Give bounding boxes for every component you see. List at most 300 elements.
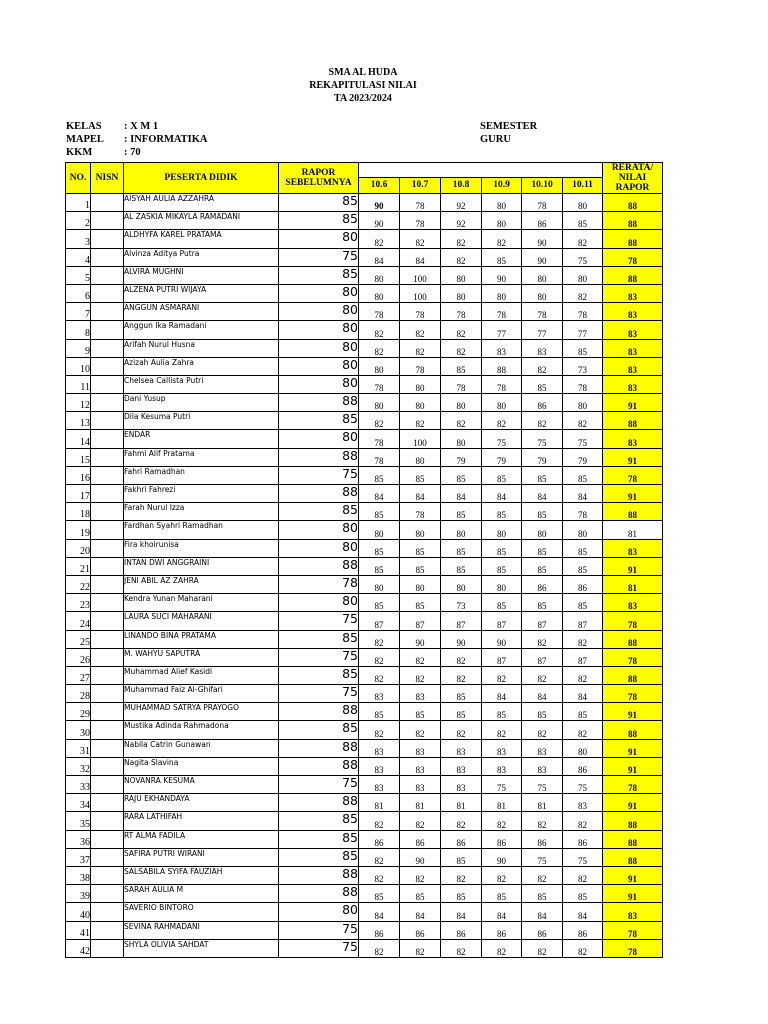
grade-cell: 80: [359, 394, 400, 412]
grade-cell: 84: [563, 685, 603, 703]
row-nisn: [91, 339, 124, 357]
meta-guru: GURU: [480, 134, 511, 145]
grade-cell: 85: [522, 539, 563, 557]
grade-cell: 85: [482, 503, 522, 521]
student-name: INTAN DWI ANGGRAINI: [124, 557, 279, 575]
table-row: [66, 757, 663, 775]
average-score: 83: [603, 284, 663, 302]
grade-cell: 90: [441, 630, 482, 648]
row-nisn: [91, 412, 124, 430]
student-name: MUHAMMAD SATRYA PRAYOGO: [124, 703, 279, 721]
row-nisn: [91, 430, 124, 448]
row-nisn: [91, 521, 124, 539]
grade-cell: 80: [563, 266, 603, 284]
grade-cell: 79: [482, 448, 522, 466]
row-nisn: [91, 503, 124, 521]
grade-cell: 82: [522, 630, 563, 648]
grade-cell: 85: [400, 557, 441, 575]
table-row: [66, 685, 663, 703]
student-name: Chelsea Callista Putri: [124, 375, 279, 393]
row-number: 13: [66, 412, 91, 430]
grade-cell: 79: [563, 448, 603, 466]
grade-cell: 78: [400, 212, 441, 230]
meta-kelas: KELAS : X M 1: [66, 121, 159, 132]
previous-report-score: 85: [279, 503, 359, 521]
grade-cell: 86: [522, 830, 563, 848]
grade-cell: 78: [482, 375, 522, 393]
row-nisn: [91, 394, 124, 412]
row-number: 17: [66, 485, 91, 503]
table-row: [66, 848, 663, 866]
grade-cell: 82: [400, 666, 441, 684]
grade-cell: 87: [482, 612, 522, 630]
grade-cell: 75: [563, 848, 603, 866]
grade-cell: 80: [563, 521, 603, 539]
grade-cell: 78: [400, 303, 441, 321]
student-name: Nabila Catrin Gunawan: [124, 739, 279, 757]
table-row: [66, 448, 663, 466]
previous-report-score: 80: [279, 230, 359, 248]
grade-cell: 83: [522, 757, 563, 775]
grade-cell: 85: [482, 539, 522, 557]
row-number: 5: [66, 266, 91, 284]
grade-cell: 80: [400, 394, 441, 412]
grade-cell: 80: [563, 739, 603, 757]
school-name: SMA AL HUDA: [328, 67, 398, 78]
grade-cell: 82: [400, 230, 441, 248]
student-name: M. WAHYU SAPUTRA: [124, 648, 279, 666]
grade-cell: 85: [563, 212, 603, 230]
previous-report-score: 78: [279, 575, 359, 593]
average-score: 83: [603, 594, 663, 612]
col-header-grade: 10.6: [359, 177, 400, 193]
grade-cell: 84: [482, 903, 522, 921]
grade-cell: 85: [400, 594, 441, 612]
table-row: [66, 939, 663, 957]
row-number: 33: [66, 776, 91, 794]
col-header-grade: 10.8: [441, 177, 482, 193]
table-row: [66, 776, 663, 794]
grade-cell: 84: [441, 903, 482, 921]
grade-cell: 87: [522, 648, 563, 666]
grade-cell: 85: [522, 503, 563, 521]
grade-cell: 85: [482, 248, 522, 266]
academic-year: TA 2023/2024: [334, 93, 392, 104]
grade-cell: 78: [563, 503, 603, 521]
average-score: 88: [603, 830, 663, 848]
grade-cell: 77: [563, 321, 603, 339]
row-number: 30: [66, 721, 91, 739]
average-score: 78: [603, 685, 663, 703]
row-number: 41: [66, 921, 91, 939]
grade-cell: 86: [441, 830, 482, 848]
grade-cell: 82: [563, 939, 603, 957]
table-row: [66, 375, 663, 393]
row-nisn: [91, 612, 124, 630]
grade-cell: 75: [522, 848, 563, 866]
student-name: AISYAH AULIA AZZAHRA: [124, 194, 279, 212]
grade-cell: 86: [482, 830, 522, 848]
row-nisn: [91, 448, 124, 466]
student-name: SEVINA RAHMADANI: [124, 921, 279, 939]
grade-cell: 90: [359, 212, 400, 230]
table-row: [66, 284, 663, 302]
row-number: 18: [66, 503, 91, 521]
grade-cell: 80: [563, 194, 603, 212]
grade-cell: 90: [482, 266, 522, 284]
row-number: 31: [66, 739, 91, 757]
average-score: 78: [603, 648, 663, 666]
grade-cell: 82: [400, 866, 441, 884]
grade-cell: 90: [482, 848, 522, 866]
previous-report-score: 85: [279, 812, 359, 830]
grade-cell: 85: [359, 557, 400, 575]
student-name: SARAH AULIA M: [124, 885, 279, 903]
grade-cell: 82: [563, 866, 603, 884]
row-number: 38: [66, 866, 91, 884]
grade-cell: 78: [522, 194, 563, 212]
grade-cell: 85: [359, 539, 400, 557]
grade-cell: 82: [563, 230, 603, 248]
grade-cell: 83: [482, 739, 522, 757]
grade-cell: 82: [400, 412, 441, 430]
grade-cell: 82: [563, 412, 603, 430]
student-name: Dila Kesuma Putri: [124, 412, 279, 430]
grade-cell: 80: [359, 284, 400, 302]
previous-report-score: 80: [279, 284, 359, 302]
grade-cell: 78: [400, 194, 441, 212]
table-row: [66, 666, 663, 684]
previous-report-score: 80: [279, 430, 359, 448]
grade-cell: 80: [482, 575, 522, 593]
row-number: 26: [66, 648, 91, 666]
row-number: 16: [66, 466, 91, 484]
table-row: [66, 394, 663, 412]
row-number: 20: [66, 539, 91, 557]
student-name: Kendra Yunan Maharani: [124, 594, 279, 612]
grade-cell: 85: [563, 539, 603, 557]
grade-cell: 79: [441, 448, 482, 466]
previous-report-score: 75: [279, 466, 359, 484]
student-name: SAFIRA PUTRI WIRANI: [124, 848, 279, 866]
row-number: 14: [66, 430, 91, 448]
row-number: 25: [66, 630, 91, 648]
grade-cell: 85: [400, 539, 441, 557]
grade-cell: 90: [522, 248, 563, 266]
student-name: ALZENA PUTRI WIJAYA: [124, 284, 279, 302]
grade-cell: 82: [359, 648, 400, 666]
row-nisn: [91, 630, 124, 648]
grade-cell: 85: [522, 703, 563, 721]
grade-cell: 82: [563, 812, 603, 830]
meta-kkm: KKM : 70: [66, 147, 141, 158]
grade-cell: 82: [522, 721, 563, 739]
grade-cell: 82: [482, 230, 522, 248]
grade-cell: 80: [522, 521, 563, 539]
grade-cell: 88: [482, 357, 522, 375]
row-nisn: [91, 648, 124, 666]
grade-cell: 78: [441, 303, 482, 321]
table-row: [66, 630, 663, 648]
row-nisn: [91, 303, 124, 321]
previous-report-score: 88: [279, 448, 359, 466]
grade-cell: 85: [441, 703, 482, 721]
grade-cell: 83: [400, 739, 441, 757]
student-name: Fakhri Fahrezi: [124, 485, 279, 503]
grade-cell: 86: [563, 575, 603, 593]
grade-cell: 78: [522, 303, 563, 321]
grade-cell: 86: [563, 921, 603, 939]
grade-cell: 82: [359, 866, 400, 884]
grade-cell: 80: [441, 575, 482, 593]
grade-cell: 83: [482, 757, 522, 775]
grade-cell: 85: [482, 703, 522, 721]
grade-cell: 85: [441, 357, 482, 375]
grade-cell: 85: [441, 848, 482, 866]
grade-cell: 82: [482, 812, 522, 830]
student-name: Fahri Ramadhan: [124, 466, 279, 484]
previous-report-score: 80: [279, 357, 359, 375]
average-score: 88: [603, 412, 663, 430]
average-score: 78: [603, 776, 663, 794]
grade-cell: 85: [441, 885, 482, 903]
row-nisn: [91, 848, 124, 866]
previous-report-score: 80: [279, 594, 359, 612]
average-score: 81: [603, 521, 663, 539]
row-nisn: [91, 557, 124, 575]
row-number: 27: [66, 666, 91, 684]
grade-cell: 81: [400, 794, 441, 812]
grade-cell: 82: [441, 721, 482, 739]
row-number: 23: [66, 594, 91, 612]
previous-report-score: 75: [279, 248, 359, 266]
grade-cell: 92: [441, 194, 482, 212]
average-score: 91: [603, 794, 663, 812]
grade-cell: 80: [482, 194, 522, 212]
grade-cell: 78: [400, 357, 441, 375]
previous-report-score: 75: [279, 921, 359, 939]
grade-cell: 86: [400, 830, 441, 848]
grade-cell: 85: [359, 703, 400, 721]
student-name: Farah Nurul Izza: [124, 503, 279, 521]
grade-cell: 82: [522, 666, 563, 684]
grade-cell: 82: [441, 321, 482, 339]
student-name: ALVIRA MUGHNI: [124, 266, 279, 284]
grade-cell: 85: [400, 466, 441, 484]
row-number: 40: [66, 903, 91, 921]
table-row: [66, 303, 663, 321]
grade-cell: 90: [482, 630, 522, 648]
table-row: [66, 866, 663, 884]
grade-cell: 80: [441, 521, 482, 539]
student-name: NOVANRA KESUMA: [124, 776, 279, 794]
row-nisn: [91, 721, 124, 739]
student-name: Muhammad Faiz Al-Ghifari: [124, 685, 279, 703]
student-name: Mustika Adinda Rahmadona: [124, 721, 279, 739]
previous-report-score: 80: [279, 375, 359, 393]
average-score: 91: [603, 485, 663, 503]
grade-cell: 84: [482, 485, 522, 503]
grade-cell: 84: [359, 248, 400, 266]
average-score: 83: [603, 303, 663, 321]
grade-cell: 90: [400, 848, 441, 866]
grade-cell: 86: [359, 921, 400, 939]
table-row: [66, 266, 663, 284]
grade-cell: 80: [400, 375, 441, 393]
grade-cell: 100: [400, 266, 441, 284]
previous-report-score: 80: [279, 303, 359, 321]
grade-cell: 73: [441, 594, 482, 612]
previous-report-score: 80: [279, 321, 359, 339]
grade-cell: 87: [563, 648, 603, 666]
grade-cell: 86: [359, 830, 400, 848]
grade-cell: 87: [441, 612, 482, 630]
student-name: AL ZASKIA MIKAYLA RAMADANI: [124, 212, 279, 230]
grade-cell: 87: [563, 612, 603, 630]
grade-cell: 82: [522, 939, 563, 957]
grade-cell: 82: [359, 339, 400, 357]
student-name: ALDHYFA KAREL PRATAMA: [124, 230, 279, 248]
grade-cell: 82: [441, 339, 482, 357]
previous-report-score: 88: [279, 885, 359, 903]
grade-cell: 82: [359, 939, 400, 957]
grade-cell: 80: [522, 266, 563, 284]
grade-cell: 85: [522, 375, 563, 393]
average-score: 78: [603, 939, 663, 957]
grade-cell: 82: [441, 866, 482, 884]
previous-report-score: 88: [279, 739, 359, 757]
table-row: [66, 503, 663, 521]
table-row: [66, 703, 663, 721]
table-row: [66, 794, 663, 812]
grade-cell: 85: [522, 594, 563, 612]
student-name: RAJU EKHANDAYA: [124, 794, 279, 812]
grade-cell: 82: [563, 666, 603, 684]
row-number: 22: [66, 575, 91, 593]
table-row: [66, 521, 663, 539]
grade-cell: 84: [563, 903, 603, 921]
grade-cell: 82: [359, 321, 400, 339]
col-header-grades-group: [359, 163, 603, 178]
grade-cell: 87: [482, 648, 522, 666]
grade-cell: 82: [359, 721, 400, 739]
table-row: [66, 539, 663, 557]
table-row: [66, 721, 663, 739]
previous-report-score: 80: [279, 339, 359, 357]
previous-report-score: 85: [279, 666, 359, 684]
student-name: LAURA SUCI MAHARANI: [124, 612, 279, 630]
grade-cell: 84: [563, 485, 603, 503]
grade-cell: 78: [441, 375, 482, 393]
grade-cell: 80: [482, 521, 522, 539]
previous-report-score: 85: [279, 412, 359, 430]
grade-cell: 83: [441, 757, 482, 775]
average-score: 81: [603, 575, 663, 593]
grade-cell: 83: [359, 739, 400, 757]
average-score: 78: [603, 612, 663, 630]
row-nisn: [91, 575, 124, 593]
row-nisn: [91, 903, 124, 921]
previous-report-score: 75: [279, 685, 359, 703]
average-score: 88: [603, 630, 663, 648]
grade-cell: 84: [522, 903, 563, 921]
grade-cell: 75: [482, 430, 522, 448]
previous-report-score: 80: [279, 903, 359, 921]
grade-cell: 82: [482, 866, 522, 884]
document-title-block: [0, 66, 726, 105]
grade-cell: 82: [441, 812, 482, 830]
average-score: 83: [603, 430, 663, 448]
grade-cell: 78: [359, 375, 400, 393]
previous-report-score: 88: [279, 485, 359, 503]
grade-cell: 81: [359, 794, 400, 812]
grade-cell: 79: [522, 448, 563, 466]
grade-cell: 86: [563, 757, 603, 775]
grade-cell: 75: [563, 776, 603, 794]
table-row: [66, 485, 663, 503]
row-nisn: [91, 266, 124, 284]
col-header-grade: 10.7: [400, 177, 441, 193]
row-nisn: [91, 466, 124, 484]
grade-cell: 80: [482, 284, 522, 302]
grade-cell: 100: [400, 284, 441, 302]
previous-report-score: 88: [279, 703, 359, 721]
grade-cell: 82: [359, 630, 400, 648]
grade-cell: 80: [482, 394, 522, 412]
table-row: [66, 575, 663, 593]
grade-cell: 81: [482, 794, 522, 812]
grade-cell: 85: [441, 466, 482, 484]
grade-cell: 86: [563, 830, 603, 848]
grade-cell: 80: [359, 266, 400, 284]
col-header-no: NO.: [66, 163, 91, 194]
grade-cell: 82: [400, 812, 441, 830]
grade-cell: 85: [482, 594, 522, 612]
previous-report-score: 85: [279, 212, 359, 230]
row-number: 37: [66, 848, 91, 866]
grade-cell: 84: [482, 685, 522, 703]
grade-cell: 82: [400, 321, 441, 339]
col-header-grade: 10.9: [482, 177, 522, 193]
previous-report-score: 75: [279, 939, 359, 957]
grade-cell: 85: [522, 557, 563, 575]
row-number: 4: [66, 248, 91, 266]
grade-cell: 85: [482, 885, 522, 903]
table-row: [66, 557, 663, 575]
previous-report-score: 85: [279, 848, 359, 866]
student-name: Fardhan Syahri Ramadhan: [124, 521, 279, 539]
grade-cell: 85: [400, 885, 441, 903]
grade-cell: 80: [359, 575, 400, 593]
grade-cell: 80: [400, 448, 441, 466]
row-nisn: [91, 594, 124, 612]
grade-cell: 85: [441, 685, 482, 703]
average-score: 88: [603, 266, 663, 284]
row-number: 34: [66, 794, 91, 812]
grade-cell: 80: [441, 266, 482, 284]
grade-cell: 82: [522, 412, 563, 430]
col-header-grade: 10.10: [522, 177, 563, 193]
table-row: [66, 812, 663, 830]
grade-cell: 80: [400, 575, 441, 593]
grade-cell: 82: [441, 230, 482, 248]
grade-cell: 78: [400, 503, 441, 521]
student-name: Anggun Ika Ramadani: [124, 321, 279, 339]
row-number: 15: [66, 448, 91, 466]
grade-cell: 83: [359, 685, 400, 703]
grade-cell: 82: [400, 339, 441, 357]
row-number: 11: [66, 375, 91, 393]
